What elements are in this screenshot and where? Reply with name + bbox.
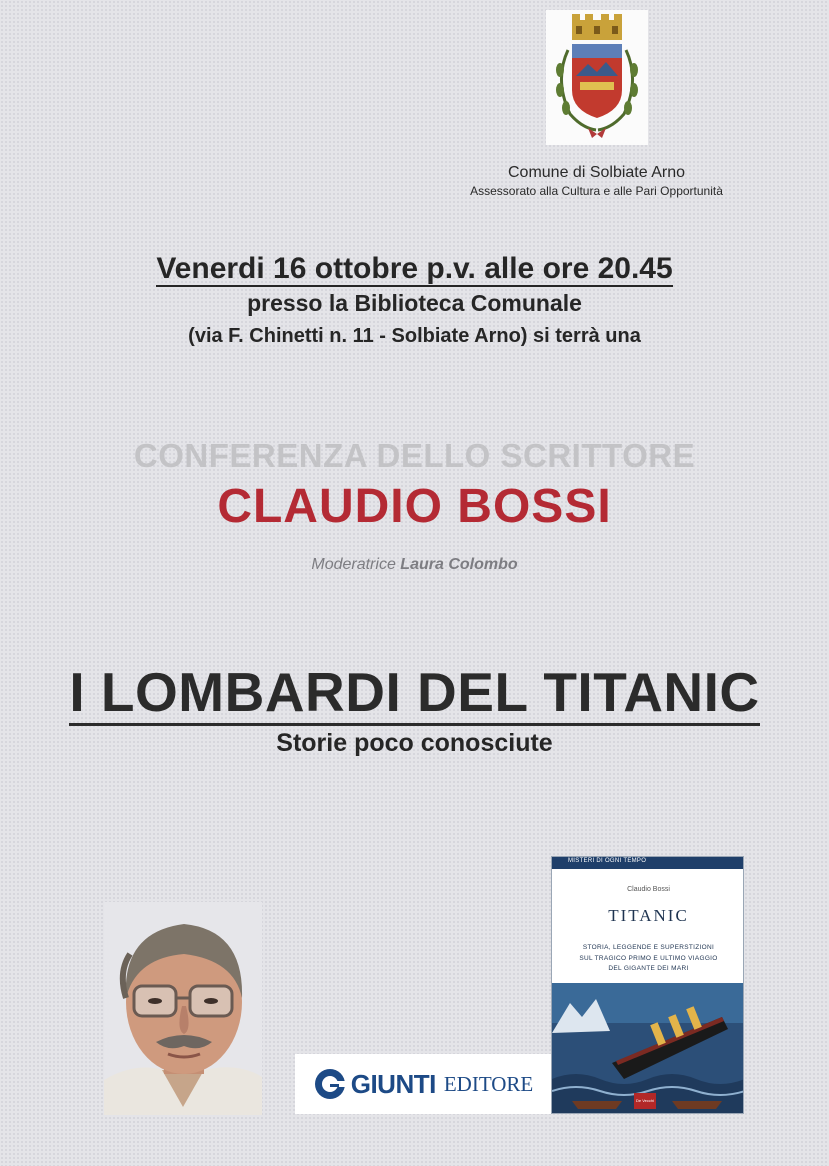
coat-of-arms bbox=[546, 10, 648, 145]
book-cover-publisher-badge: De Vecchi bbox=[634, 1093, 656, 1109]
event-date-text: Venerdi 16 ottobre p.v. alle ore 20.45 bbox=[156, 252, 673, 285]
book-title-text: I LOMBARDI DEL TITANIC bbox=[69, 661, 759, 726]
comune-name: Comune di Solbiate Arno bbox=[508, 164, 685, 181]
book-cover-series: MISTERI DI OGNI TEMPO bbox=[568, 858, 647, 864]
author-portrait-icon bbox=[104, 902, 262, 1115]
book-cover bbox=[551, 856, 744, 1114]
book-cover-desc-line: STORIA, LEGGENDE E SUPERSTIZIONI bbox=[582, 944, 715, 951]
publisher-suffix: EDITORE bbox=[443, 1071, 534, 1096]
book-cover-band bbox=[552, 857, 744, 869]
event-venue: presso la Biblioteca Comunale bbox=[247, 290, 582, 316]
conference-label: CONFERENZA DELLO SCRITTORE bbox=[133, 437, 696, 474]
book-cover-desc-line: SUL TRAGICO PRIMO E ULTIMO VIAGGIO bbox=[579, 954, 718, 962]
author-photo bbox=[104, 902, 262, 1115]
publisher-logo-box bbox=[295, 1054, 551, 1114]
moderator bbox=[0, 556, 829, 574]
book-subtitle: Storie poco conosciute bbox=[276, 729, 553, 757]
publisher-name: GIUNTI bbox=[350, 1068, 436, 1099]
moderator-label: Moderatrice bbox=[311, 556, 396, 573]
event-address: (via F. Chinetti n. 11 - Solbiate Arno) si terrà una bbox=[188, 325, 641, 347]
publisher-logo bbox=[313, 1067, 534, 1101]
author-name: CLAUDIO BOSSI bbox=[217, 480, 612, 533]
book-cover-desc-line: DEL GIGANTE DEI MARI bbox=[608, 965, 689, 972]
book-cover-description bbox=[558, 943, 739, 975]
book-title bbox=[0, 660, 829, 724]
book-cover-title: TITANIC bbox=[608, 906, 689, 925]
event-date bbox=[0, 252, 829, 286]
book-cover-author: Claudio Bossi bbox=[627, 886, 670, 893]
moderator-name: Laura Colombo bbox=[400, 556, 518, 573]
coat-of-arms-icon bbox=[546, 10, 648, 145]
assessorato-name: Assessorato alla Cultura e alle Pari Opportunità bbox=[470, 184, 723, 198]
giunti-g-icon bbox=[313, 1067, 347, 1101]
